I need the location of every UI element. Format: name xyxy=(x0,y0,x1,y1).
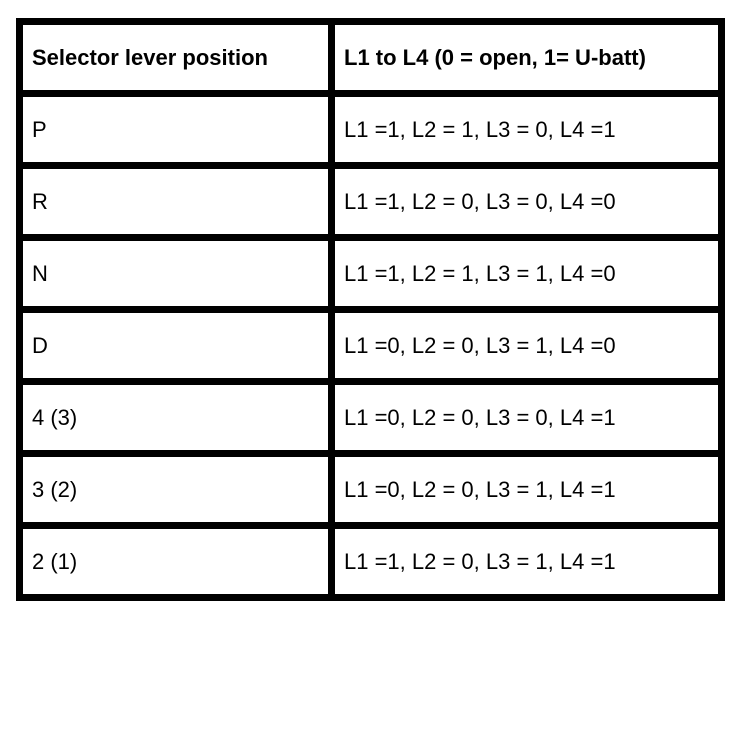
signals-cell: L1 =1, L2 = 1, L3 = 1, L4 =0 xyxy=(332,238,722,310)
position-cell: 2 (1) xyxy=(20,526,332,598)
position-cell: D xyxy=(20,310,332,382)
signals-cell: L1 =1, L2 = 0, L3 = 1, L4 =1 xyxy=(332,526,722,598)
signals-cell: L1 =1, L2 = 0, L3 = 0, L4 =0 xyxy=(332,166,722,238)
position-cell: N xyxy=(20,238,332,310)
table-row xyxy=(20,238,722,310)
header-cell-l1-to-l4: L1 to L4 (0 = open, 1= U-batt) xyxy=(332,22,722,94)
table-row xyxy=(20,166,722,238)
signals-cell: L1 =1, L2 = 1, L3 = 0, L4 =1 xyxy=(332,94,722,166)
position-cell: R xyxy=(20,166,332,238)
table-row xyxy=(20,382,722,454)
table-row xyxy=(20,454,722,526)
signals-cell: L1 =0, L2 = 0, L3 = 1, L4 =1 xyxy=(332,454,722,526)
signals-cell: L1 =0, L2 = 0, L3 = 0, L4 =1 xyxy=(332,382,722,454)
position-cell: 3 (2) xyxy=(20,454,332,526)
table-row xyxy=(20,94,722,166)
position-cell: P xyxy=(20,94,332,166)
selector-lever-signal-table xyxy=(16,18,725,601)
signals-cell: L1 =0, L2 = 0, L3 = 1, L4 =0 xyxy=(332,310,722,382)
table-row xyxy=(20,526,722,598)
table-row xyxy=(20,310,722,382)
header-row xyxy=(20,22,722,94)
header-cell-selector-lever-position: Selector lever position xyxy=(20,22,332,94)
position-cell: 4 (3) xyxy=(20,382,332,454)
